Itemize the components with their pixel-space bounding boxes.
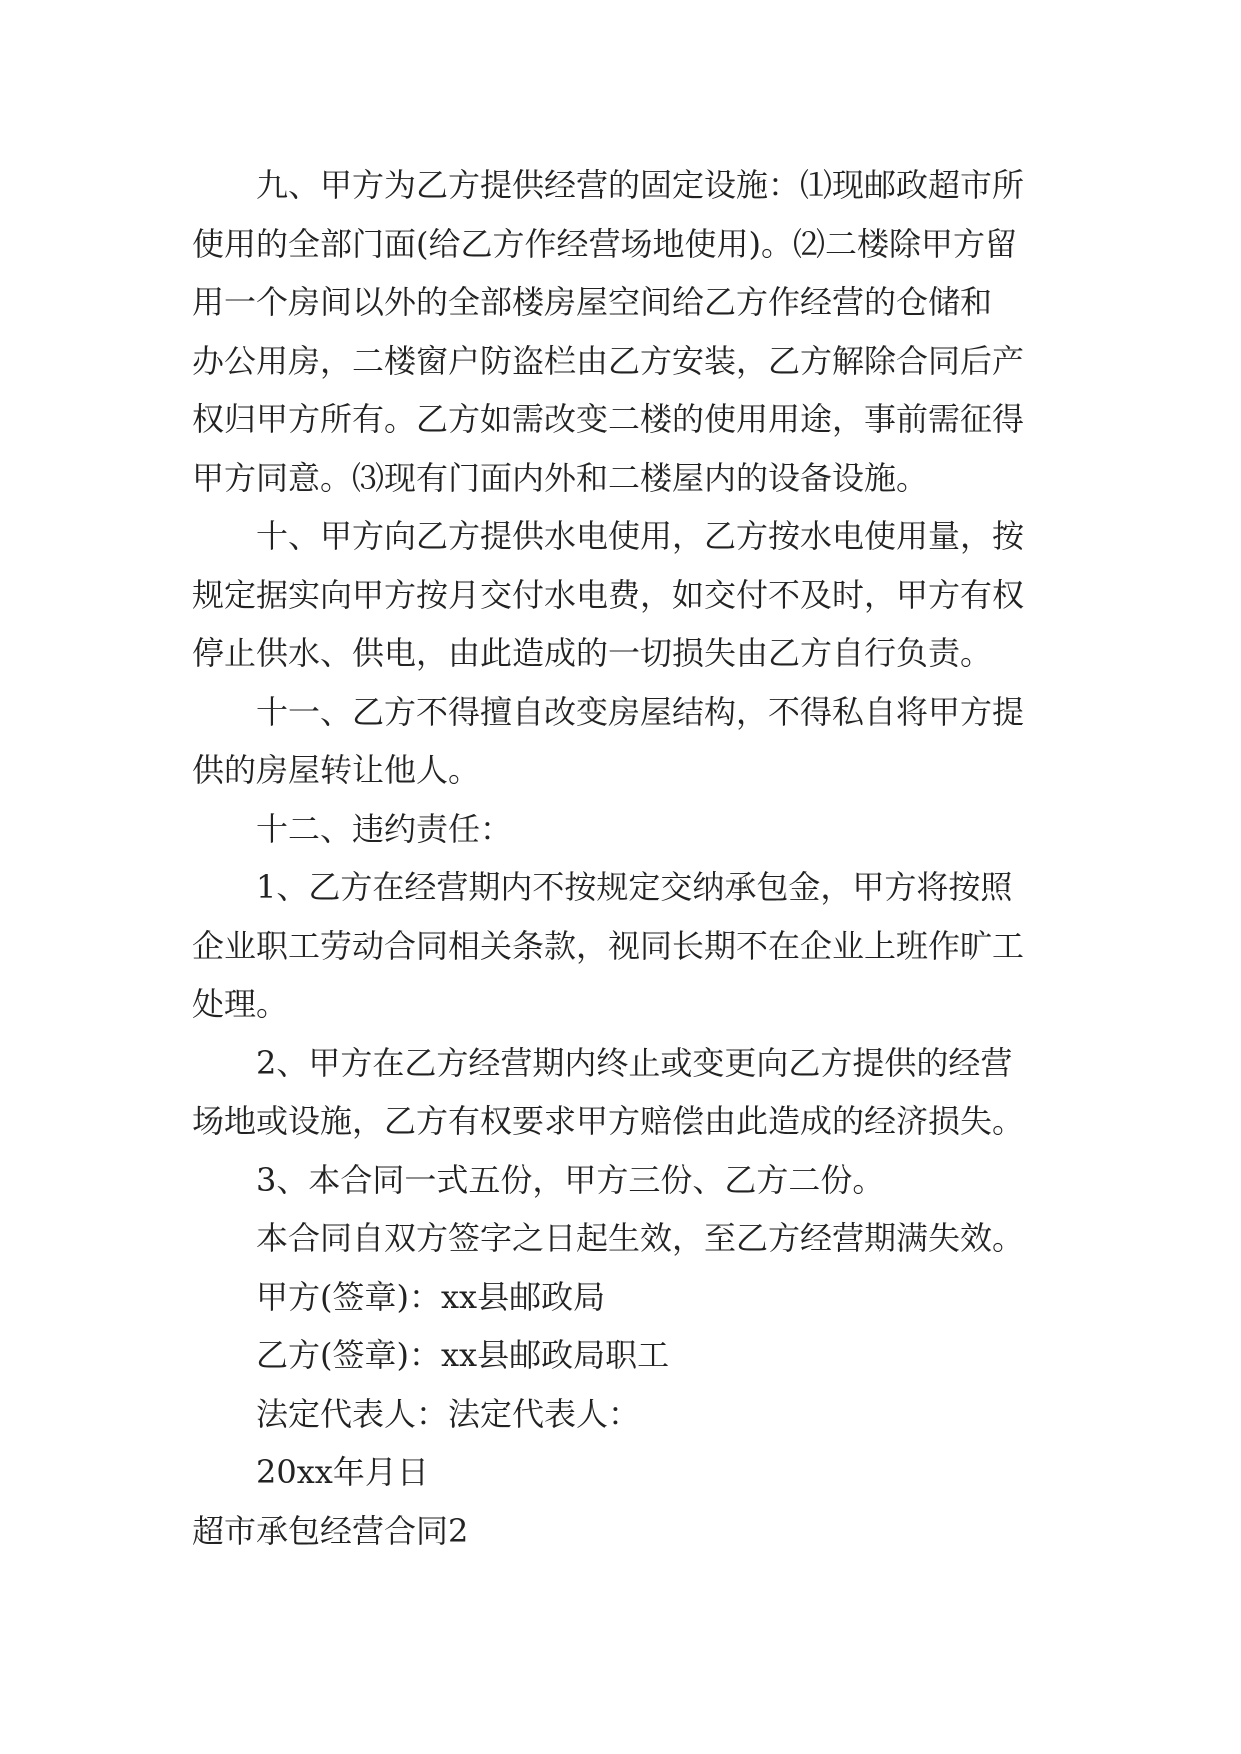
section-heading: 十二、违约责任： [256, 809, 513, 848]
legal-representatives [192, 1385, 1072, 1444]
text-line: 使用的全部门面(给乙方作经营场地使用)。⑵二楼除甲方留 [192, 224, 1017, 263]
text-line: 2、甲方在乙方经营期内终止或变更向乙方提供的经营 [256, 1043, 1013, 1082]
party-a-signature [192, 1268, 1072, 1327]
clause-11 [192, 683, 1072, 800]
date-line [192, 1443, 1072, 1502]
text-line: 九、甲方为乙方提供经营的固定设施：⑴现邮政超市所 [256, 166, 1025, 204]
text-line: 处理。 [192, 985, 289, 1023]
clause-12-item-2 [192, 1034, 1072, 1151]
party-b-signature [192, 1326, 1072, 1385]
text-line: 用一个房间以外的全部楼房屋空间给乙方作经营的仓储和 [192, 283, 993, 321]
text-line: 3、本合同一式五份，甲方三份、乙方二份。 [256, 1160, 885, 1199]
effective-clause [192, 1209, 1072, 1268]
clause-12-item-1 [192, 858, 1072, 1034]
next-contract-title: 超市承包经营合同2 [192, 1511, 469, 1550]
text-line: 停止供水、供电，由此造成的一切损失由乙方自行负责。 [192, 634, 993, 672]
date-text: 20xx年月日 [256, 1453, 429, 1491]
text-line: 1、乙方在经营期内不按规定交纳承包金，甲方将按照 [256, 868, 1013, 906]
clause-12-heading [192, 800, 1072, 859]
clause-10 [192, 507, 1072, 683]
text-line: 企业职工劳动合同相关条款，视同长期不在企业上班作旷工 [192, 926, 1025, 965]
text-line: 权归甲方所有。乙方如需改变二楼的使用用途，事前需征得 [192, 400, 1025, 438]
clause-9 [192, 156, 1072, 507]
text-line: 十、甲方向乙方提供水电使用，乙方按水电使用量，按 [256, 517, 1025, 555]
text-line: 场地或设施，乙方有权要求甲方赔偿由此造成的经济损失。 [192, 1102, 1025, 1140]
text-line: 本合同自双方签字之日起生效，至乙方经营期满失效。 [256, 1219, 1025, 1257]
text-line: 甲方同意。⑶现有门面内外和二楼屋内的设备设施。 [192, 458, 929, 497]
text-line: 规定据实向甲方按月交付水电费，如交付不及时，甲方有权 [192, 575, 1025, 614]
signature-line: 法定代表人：法定代表人： [256, 1394, 641, 1433]
document-body [192, 156, 1072, 1560]
signature-line: 甲方(签章)：xx县邮政局 [256, 1277, 606, 1316]
signature-line: 乙方(签章)：xx县邮政局职工 [256, 1336, 670, 1374]
text-line: 十一、乙方不得擅自改变房屋结构，不得私自将甲方提 [256, 692, 1025, 731]
clause-12-item-3 [192, 1151, 1072, 1210]
text-line: 办公用房，二楼窗户防盗栏由乙方安装，乙方解除合同后产 [192, 341, 1025, 380]
text-line: 供的房屋转让他人。 [192, 751, 481, 789]
